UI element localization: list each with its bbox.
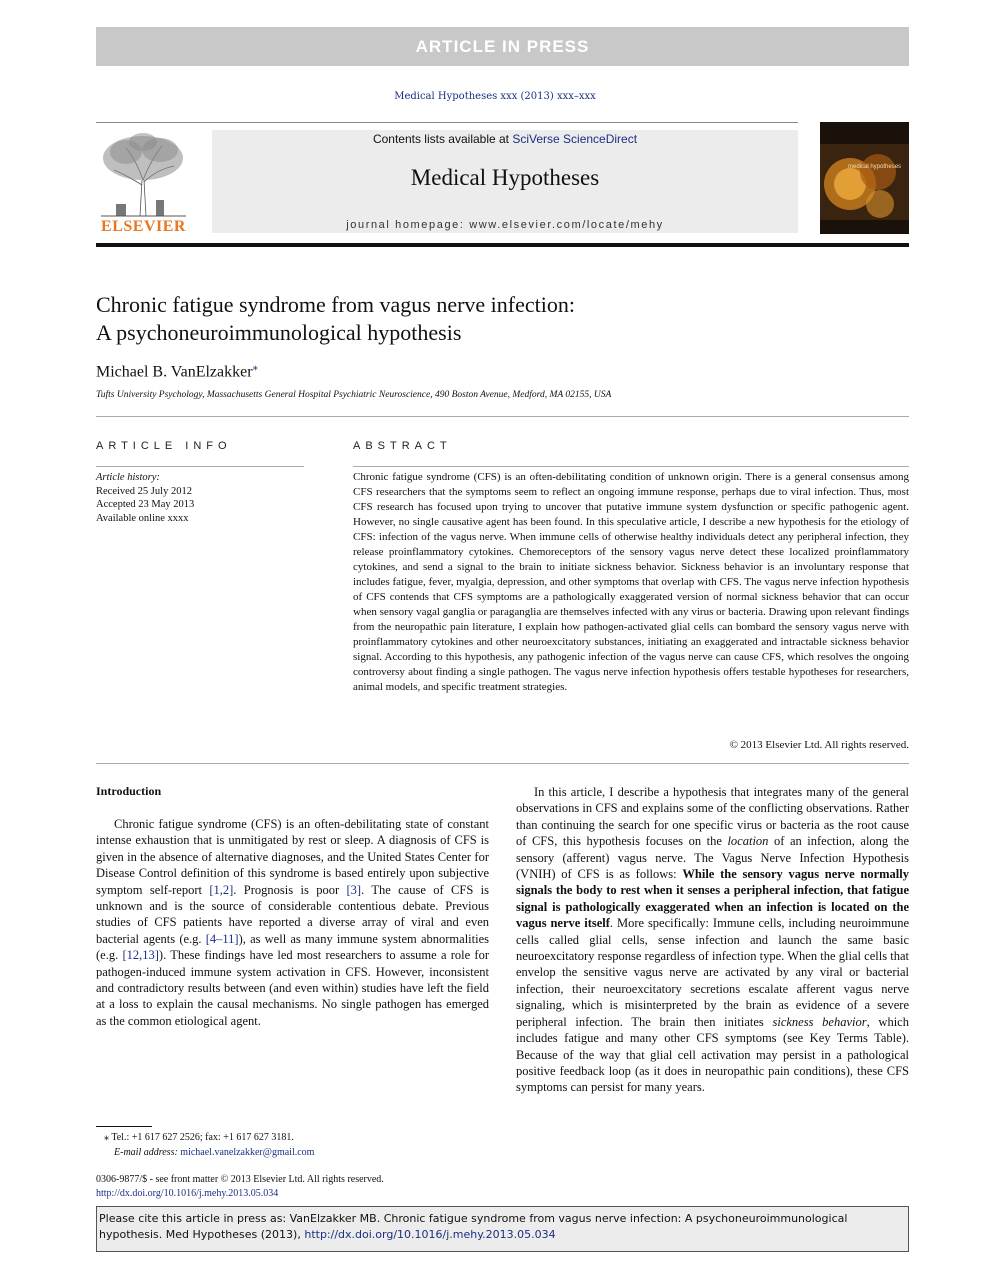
doi-link[interactable]: http://dx.doi.org/10.1016/j.mehy.2013.05.034 <box>96 1188 279 1199</box>
p1-text-e: ). These findings have led most researchers to assume a role for pathogen-induced immune system activation in CFS. However, inconsistent and contradictory results between (and even within) studies have left the field at a loss to explain the causal mechanisms. No single pathogen has emerged as the common etiological agent. <box>96 948 490 1028</box>
received-date: Received 25 July 2012 <box>96 485 192 497</box>
citation-12-13[interactable]: [12,13] <box>122 948 159 963</box>
citation-4-11[interactable]: [4–11] <box>205 931 239 946</box>
history-heading: Article history: <box>96 472 160 483</box>
abstract-label: ABSTRACT <box>353 440 452 452</box>
p1-text-c: . The cause of CFS is unknown and is the source of considerable contentious debate. Previous studies of CFS patients have reported a diverse array of viral and even bacterial agents (e.g. <box>96 882 489 946</box>
sciencedirect-link[interactable]: SciVerse ScienceDirect <box>512 132 638 146</box>
journal-cover-image[interactable] <box>820 122 909 234</box>
elsevier-wordmark: ELSEVIER <box>101 218 186 235</box>
author-name <box>96 360 258 381</box>
p1-text-a: Chronic fatigue syndrome (CFS) is an often-debilitating state of constant intense exhaustion that is unmitigated by rest or sleep. A diagnosis of CFS is given in the absence of alternative diagnoses, and the United States Center for Disease Control definition of this syndrome is based entirely upon subjective symptom self-report <box>96 817 489 897</box>
p2-text-d: , which includes fatigue and many other CFS symptoms (see Key Terms Table). Because of the way that glial cell activation may persist in a pathological positive feedback loop (as it does in neuropathic pain conditions), these CFS symptoms can persist for many years. <box>516 1014 909 1095</box>
issn-block <box>96 1173 384 1201</box>
journal-homepage[interactable]: journal homepage: www.elsevier.com/locate/mehy <box>346 219 664 231</box>
p2-text-c: . More specifically: Immune cells, including neuroimmune cells called glial cells, sense infection and launch the same basic neuroexcitatory response regardless of infection type. When the glial cells that envelop the sensitive vagus nerve are activated by any viral or bacterial infection, their neuroexcitatory secretions escalate afferent vagus nerve signaling, which is misinterpreted by the brain as evidence of a severe peripheral infection. The brain then initiates <box>516 916 909 1029</box>
hypothesis-statement: While the sensory vagus nerve normally signals the body to rest when it senses a peripheral infection, that fatigue signal is pathologically exaggerated when an infection is located on the vagus nerve itself <box>516 867 909 931</box>
contents-prefix: Contents lists available at <box>372 132 513 146</box>
journal-reference[interactable]: Medical Hypotheses xxx (2013) xxx–xxx <box>394 91 596 102</box>
article-history <box>96 471 304 525</box>
intro-paragraph-2 <box>516 784 909 1096</box>
introduction-heading: Introduction <box>96 784 162 798</box>
author-affiliation: Tufts University Psychology, Massachusetts General Hospital Psychiatric Neuroscience, 490 Boston Avenue, Medford, MA 02155, USA <box>96 390 612 400</box>
p2-text-a: In this article, I describe a hypothesis that integrates many of the general observations in CFS and explains some of the conflicting observations. Rather than continuing the search for one specific virus or bacteria as the root cause of CFS, this hypothesis focuses on the <box>516 785 909 849</box>
footnote-mark: ⁎ <box>104 1132 109 1143</box>
p1-text-b: . Prognosis is poor <box>233 882 347 897</box>
author-text: Michael B. VanElzakker <box>96 363 253 381</box>
article-in-press-banner: ARTICLE IN PRESS <box>96 27 909 66</box>
footnote-phone: Tel.: +1 617 627 2526; fax: +1 617 627 3181. <box>109 1132 294 1143</box>
intro-paragraph-1 <box>96 816 489 1029</box>
elsevier-tree-icon <box>96 130 191 218</box>
author-footnote-mark[interactable]: ⁎ <box>252 361 259 373</box>
affiliation-divider <box>96 416 909 417</box>
footnote-rule <box>96 1126 152 1127</box>
issn-line: 0306-9877/$ - see front matter © 2013 Elsevier Ltd. All rights reserved. <box>96 1174 384 1185</box>
citation-doi-link[interactable]: http://dx.doi.org/10.1016/j.mehy.2013.05.034 <box>304 1228 556 1241</box>
abstract-divider <box>96 763 909 764</box>
p2-text-b: of an infection, along the sensory (afferent) vagus nerve. The Vagus Nerve Infection Hypothesis (VNIH) of CFS is as follows: <box>516 834 909 882</box>
citation-1-2[interactable]: [1,2] <box>209 882 234 897</box>
citation-text <box>99 1211 907 1243</box>
article-title <box>96 291 876 347</box>
p2-emphasis-location: location <box>727 834 769 849</box>
accepted-date: Accepted 23 May 2013 <box>96 499 195 510</box>
header-divider <box>96 122 798 123</box>
online-date: Available online xxxx <box>96 512 189 524</box>
title-line-1: Chronic fatigue syndrome from vagus nerve infection: <box>96 292 575 317</box>
p2-emphasis-sickness: sickness behavior <box>772 1014 867 1029</box>
title-line-2: A psychoneuroimmunological hypothesis <box>96 320 462 345</box>
email-label: E-mail address: <box>114 1147 181 1158</box>
contents-line <box>212 132 798 146</box>
p1-text-d: ), as well as many immune system abnormalities (e.g. <box>96 931 489 963</box>
footnote-contact <box>96 1130 314 1145</box>
footnote-email-line <box>96 1145 314 1160</box>
cover-title: medical hypotheses <box>848 164 902 170</box>
article-info-rule <box>96 466 304 467</box>
citation-3[interactable]: [3] <box>346 882 362 897</box>
email-link[interactable]: michael.vanelzakker@gmail.com <box>180 1147 315 1158</box>
citation-body: Please cite this article in press as: VanElzakker MB. Chronic fatigue syndrome from vagus nerve infection: A psychoneuroimmunological hypothesis. Med Hypotheses (2013), <box>99 1212 848 1241</box>
author-footnote <box>96 1130 314 1160</box>
article-info-label: ARTICLE INFO <box>96 440 232 452</box>
header-thick-rule <box>96 243 909 247</box>
abstract-copyright: © 2013 Elsevier Ltd. All rights reserved. <box>729 739 909 751</box>
journal-name: Medical Hypotheses <box>410 165 600 190</box>
abstract-rule <box>353 466 909 467</box>
abstract-text: Chronic fatigue syndrome (CFS) is an often-debilitating condition of unknown origin. There is a general consensus among CFS researchers that the symptoms seem to reflect an ongoing immune response, perhaps due to viral infection. Thus, most CFS research has focused upon trying to uncover that putative immune system dysfunction or specific pathogenic agent. However, no single causative agent has been found. In this speculative article, I describe a new hypothesis for the etiology of CFS: infection of the vagus nerve. When immune cells of otherwise healthy individuals detect any peripheral infection, they release proinflammatory cytokines. Chemoreceptors of the sensory vagus nerve detect these localized proinflammatory cytokines, and send a signal to the brain to initiate sickness behavior. Sickness behavior is an involuntary response that includes fatigue, fever, myalgia, depression, and other symptoms that overlap with CFS. The vagus nerve infection hypothesis of CFS contends that CFS symptoms are a pathologically exaggerated version of normal sickness behavior that can occur when sensory vagal ganglia or paraganglia are themselves infected with any virus or bacteria. Drawing upon relevant findings from the neuropathic pain literature, I explain how pathogen-activated glial cells can bombard the sensory vagus nerve with proinflammatory cytokines and other neuroexcitatory substances, initiating an exaggerated and intractable sickness behavior signal. According to this hypothesis, any pathogenic infection of the vagus nerve can cause CFS, which resolves the ongoing controversy about finding a single pathogen. The vagus nerve infection hypothesis offers testable hypotheses for researchers, animal models, and specific treatment strategies. <box>353 471 909 693</box>
